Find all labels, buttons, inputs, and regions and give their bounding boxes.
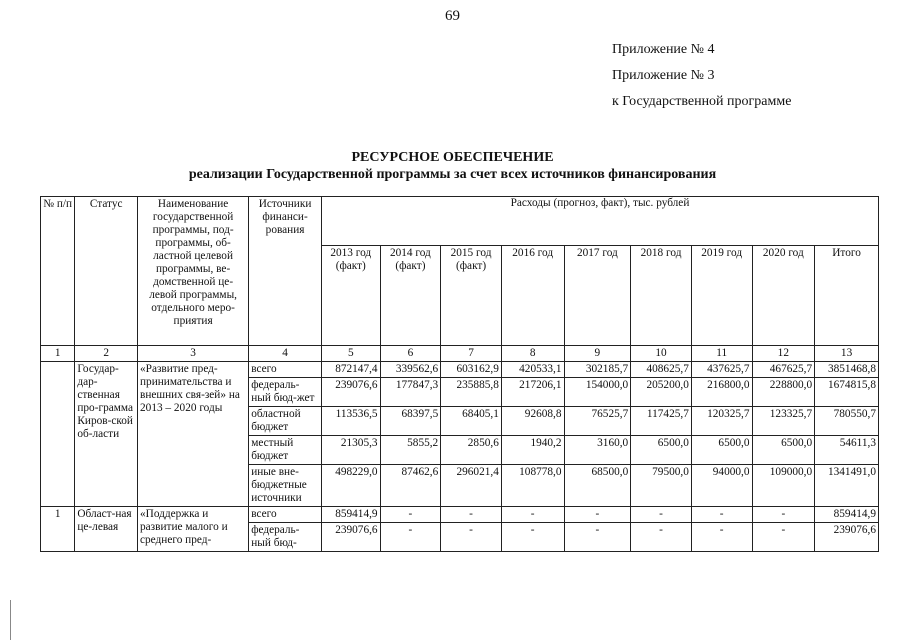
cell-value: 302185,7	[564, 362, 631, 378]
cell-value: 108778,0	[501, 465, 564, 507]
cell-total: 859414,9	[815, 507, 879, 523]
col-number: 12	[752, 346, 815, 362]
cell-value: 177847,3	[380, 378, 441, 407]
header-year-2019: 2019 год	[691, 245, 752, 346]
cell-value: 120325,7	[691, 407, 752, 436]
cell-value: 339562,6	[380, 362, 441, 378]
cell-value: 205200,0	[631, 378, 692, 407]
cell-value: -	[441, 523, 502, 552]
row-num: 1	[41, 507, 75, 552]
col-number: 6	[380, 346, 441, 362]
cell-value: -	[631, 507, 692, 523]
row-source: областной бюджет	[249, 407, 322, 436]
cell-value: 21305,3	[321, 436, 380, 465]
col-number: 8	[501, 346, 564, 362]
cell-value: 603162,9	[441, 362, 502, 378]
row-source: всего	[249, 362, 322, 378]
cell-value: 859414,9	[321, 507, 380, 523]
cell-value: 92608,8	[501, 407, 564, 436]
col-number: 5	[321, 346, 380, 362]
cell-value: 154000,0	[564, 378, 631, 407]
cell-value: 109000,0	[752, 465, 815, 507]
row-num	[41, 362, 75, 507]
row-status: Государ-дар-ственная про-грамма Киров-ской об-ласти	[75, 362, 138, 507]
col-number: 4	[249, 346, 322, 362]
cell-value: -	[501, 523, 564, 552]
cell-value: 217206,1	[501, 378, 564, 407]
cell-value: 68405,1	[441, 407, 502, 436]
page-number: 69	[445, 8, 460, 24]
cell-value: -	[752, 507, 815, 523]
cell-value: 3160,0	[564, 436, 631, 465]
header-year-2017: 2017 год	[564, 245, 631, 346]
cell-value: 1940,2	[501, 436, 564, 465]
cell-value: -	[691, 507, 752, 523]
cell-value: 235885,8	[441, 378, 502, 407]
appendix-line-3: к Государственной программе	[612, 94, 792, 109]
cell-value: 228800,0	[752, 378, 815, 407]
column-numbers-row	[41, 346, 879, 362]
cell-value: 2850,6	[441, 436, 502, 465]
cell-total: 54611,3	[815, 436, 879, 465]
cell-value: 68500,0	[564, 465, 631, 507]
cell-value: 467625,7	[752, 362, 815, 378]
header-num: № п/п	[41, 197, 75, 346]
cell-total: 780550,7	[815, 407, 879, 436]
cell-value: -	[564, 507, 631, 523]
col-number: 9	[564, 346, 631, 362]
cell-value: 239076,6	[321, 378, 380, 407]
row-source: федераль-ный бюд-жет	[249, 378, 322, 407]
cell-value: 5855,2	[380, 436, 441, 465]
cell-value: 6500,0	[691, 436, 752, 465]
cell-value: 94000,0	[691, 465, 752, 507]
cell-value: 76525,7	[564, 407, 631, 436]
header-status: Статус	[75, 197, 138, 346]
header-sources: Источники финанси-рования	[249, 197, 322, 346]
scan-edge-mark	[10, 600, 11, 640]
row-source: федераль-ный бюд-	[249, 523, 322, 552]
cell-value: 498229,0	[321, 465, 380, 507]
cell-total: 239076,6	[815, 523, 879, 552]
cell-value: 6500,0	[752, 436, 815, 465]
col-number: 10	[631, 346, 692, 362]
header-year-2018: 2018 год	[631, 245, 692, 346]
header-total: Итого	[815, 245, 879, 346]
col-number: 11	[691, 346, 752, 362]
row-name: «Поддержка и развитие малого и среднего пред-	[138, 507, 249, 552]
cell-value: 113536,5	[321, 407, 380, 436]
header-name: Наименование государственной программы, под-программы, об-ластной целевой программы, ве-домственной це-левой программы, отдельного меро-приятия	[138, 197, 249, 346]
cell-total: 1341491,0	[815, 465, 879, 507]
cell-value: -	[631, 523, 692, 552]
cell-value: -	[501, 507, 564, 523]
appendix-line-1: Приложение № 4	[612, 42, 715, 57]
cell-value: 6500,0	[631, 436, 692, 465]
resource-table	[40, 196, 879, 552]
cell-value: 123325,7	[752, 407, 815, 436]
cell-value: 79500,0	[631, 465, 692, 507]
header-year-2013: 2013 год (факт)	[321, 245, 380, 346]
cell-value: -	[380, 523, 441, 552]
header-year-2014: 2014 год (факт)	[380, 245, 441, 346]
cell-value: -	[691, 523, 752, 552]
cell-value: -	[752, 523, 815, 552]
row-source: всего	[249, 507, 322, 523]
cell-value: 117425,7	[631, 407, 692, 436]
cell-value: 872147,4	[321, 362, 380, 378]
header-year-2016: 2016 год	[501, 245, 564, 346]
col-number: 7	[441, 346, 502, 362]
cell-value: -	[441, 507, 502, 523]
cell-value: 216800,0	[691, 378, 752, 407]
table-row	[41, 362, 879, 378]
cell-value: 87462,6	[380, 465, 441, 507]
cell-value: 68397,5	[380, 407, 441, 436]
cell-value: 437625,7	[691, 362, 752, 378]
document-subtitle: реализации Государственной программы за счет всех источников финансирования	[188, 167, 717, 182]
row-name: «Развитие пред-принимательства и внешних свя-зей» на 2013 – 2020 годы	[138, 362, 249, 507]
header-expenses: Расходы (прогноз, факт), тыс. рублей	[321, 197, 878, 246]
appendix-line-2: Приложение № 3	[612, 68, 715, 83]
col-number: 13	[815, 346, 879, 362]
col-number: 1	[41, 346, 75, 362]
header-year-2020: 2020 год	[752, 245, 815, 346]
cell-value: 239076,6	[321, 523, 380, 552]
cell-value: -	[380, 507, 441, 523]
document-title: РЕСУРСНОЕ ОБЕСПЕЧЕНИЕ	[351, 150, 554, 165]
table-header-row	[41, 197, 879, 246]
cell-value: 420533,1	[501, 362, 564, 378]
cell-total: 3851468,8	[815, 362, 879, 378]
header-year-2015: 2015 год (факт)	[441, 245, 502, 346]
col-number: 2	[75, 346, 138, 362]
row-status: Област-ная це-левая	[75, 507, 138, 552]
row-source: иные вне-бюджетные источники	[249, 465, 322, 507]
table-row	[41, 507, 879, 523]
cell-value: -	[564, 523, 631, 552]
cell-value: 296021,4	[441, 465, 502, 507]
cell-total: 1674815,8	[815, 378, 879, 407]
col-number: 3	[138, 346, 249, 362]
row-source: местный бюджет	[249, 436, 322, 465]
cell-value: 408625,7	[631, 362, 692, 378]
